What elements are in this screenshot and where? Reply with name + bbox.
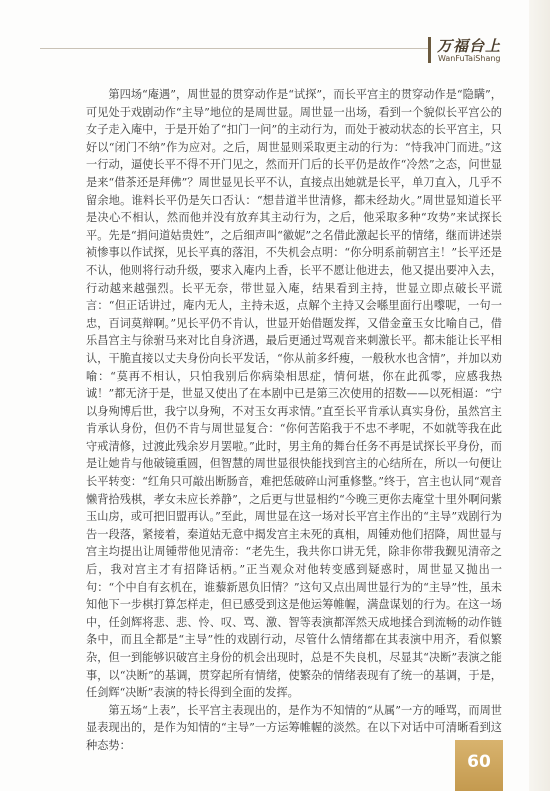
publication-logo [428,33,524,67]
page-number-tab [455,740,503,791]
paragraph-scene-four: 第四场“庵遇”，周世显的贯穿动作是“试探”，而长平宫主的贯穿动作是“隐瞒”，可见处于戏剧动作“主导”地位的是周世显。周世显一出场，看到一个貌似长平宫公的女子走入庵中，于是开始了“扣门一问”的主动行为，而处于被动状态的长平宫主，只好以“闭门不纳”作为应对。之后，周世显则采取更主动的行为：“恃我冲门而进。”这一行动，逼使长平不得不开门见之，然而开门后的长平仍是故作“冷然”之态，问世显是来“借茶还是拜佛”？周世显见长平不认，直接点出她就是长平，单刀直入，几乎不留余地。谁料长平仍是矢口否认：“想昔道半世清修，都未经劫火。”周世显知道长平是决心不相认，然而他并没有放弃其主动行为，之后，他采取多种“攻势”来试探长平。先是“捐问道姑贵姓”，之后细声叫“徽妮”之名借此激起长平的情绪，继而讲述崇祯惨事以作试探，见长平真的落泪，不失机会点明：“你分明系前朝宫主！”长平还是不认，他则将行动升级，要求入庵内上香，长平不愿让他进去，他又提出要冲入去，行动越来越强烈。长平无奈，带世显入庵，结果看到主持，世显立即点破长平谎言：“但正话讲过，庵内无人，主持未返，点解个主持又会喺里面行出嚟呢，一句一忠，百词莫辩啊。”见长平仍不肯认，世显开始借题发挥，又借金童玉女比喻自己，借乐昌宫主与徐驸马来对比自身济遇，最后更通过骂观音来刺激长平。都未能让长平相认，干脆直接以丈夫身份向长平发话，“你从前多纤瘦，一般秋水也含情”，并加以劝喻：“莫再不相认，只怕我别后你病染相思症，情何堪，你在此孤零，应感我热诚！”都无济于是，世显又使出了在本剧中已是第三次使用的招数——以死相逼：“宁以身殉博后世，我宁以身殉，不对玉女再求情。”直至长平肯承认真实身份，虽然宫主肯承认身份，但仍不肯与周世显复合：“你何苦陷我于不忠不孝呢，不如就等我在此守戒清修，过渡此残余岁月罢啦。”此时，男主角的舞台任务不再是试探长平身份，而是让她肯与他破镜重圆，但智慧的周世显很快能找到宫主的心结所在，所以一句便让长平转变：“红角只可敲出断肠音，难把恁破碎山河重修整。”终于，宫主也认同“观音懒背拾残棋，孝女未应长养静”，之后更与世显相约“今晚三更你去庵堂十里外啊问紫玉山房，或可把旧盟再认。”至此，周世显在这一场对长平宫主作出的“主导”戏剧行为告一段落，紧接着，秦道姑无意中揭发宫主未死的真相，周锺劝他们招降，周世显与宫主均提出让周锺带他见清帝：“老先生，我共你口讲无凭，除非你带我觐见清帝之后，我对宫主才有招降话柄。”正当观众对他转变感到疑惑时，周世显又抛出一句：“个中自有玄机在，谁藜新恩负旧情？”这句又点出周世显行为的“主导”性，虽未知他下一步棋打算怎样走，但已感受到这是他运筹帷幄，满盘谋划的行为。在这一场中，任剑辉将悲、悲、怜、叹、骂、激、智等表演都浑然天成地揉合到流畅的动作链条中，而且全都是“主导”性的戏剧行动，尽管什么情绪都在其表演中用齐，看似繁杂，但一到能够识破宫主身份的机会出现时，总是不失良机，尽显其“决断”表演之能事，以“决断”的基调，贯穿起所有情绪，使繁杂的情绪表现有了统一的基调，于是，任剑辉“决断”表演的特长得到全面的发挥。 [86,88,502,700]
logo-title-en: WanFuTaiShang [438,54,501,63]
logo-title-cn: 万福台上 [437,37,502,55]
page-number: 60 [467,752,491,772]
logo-bar [428,37,431,63]
page-edge-band [529,0,550,791]
article-body [86,86,502,755]
paragraph-scene-five: 第五场“上表”，长平宫主表现出的，是作为不知情的“从属”一方的唾骂，而周世显表现出的，是作为知情的“主导”一方运筹帷幄的淡然。在以下对话中可清晰看到这种态势： [86,703,502,752]
header-rule [40,48,430,49]
